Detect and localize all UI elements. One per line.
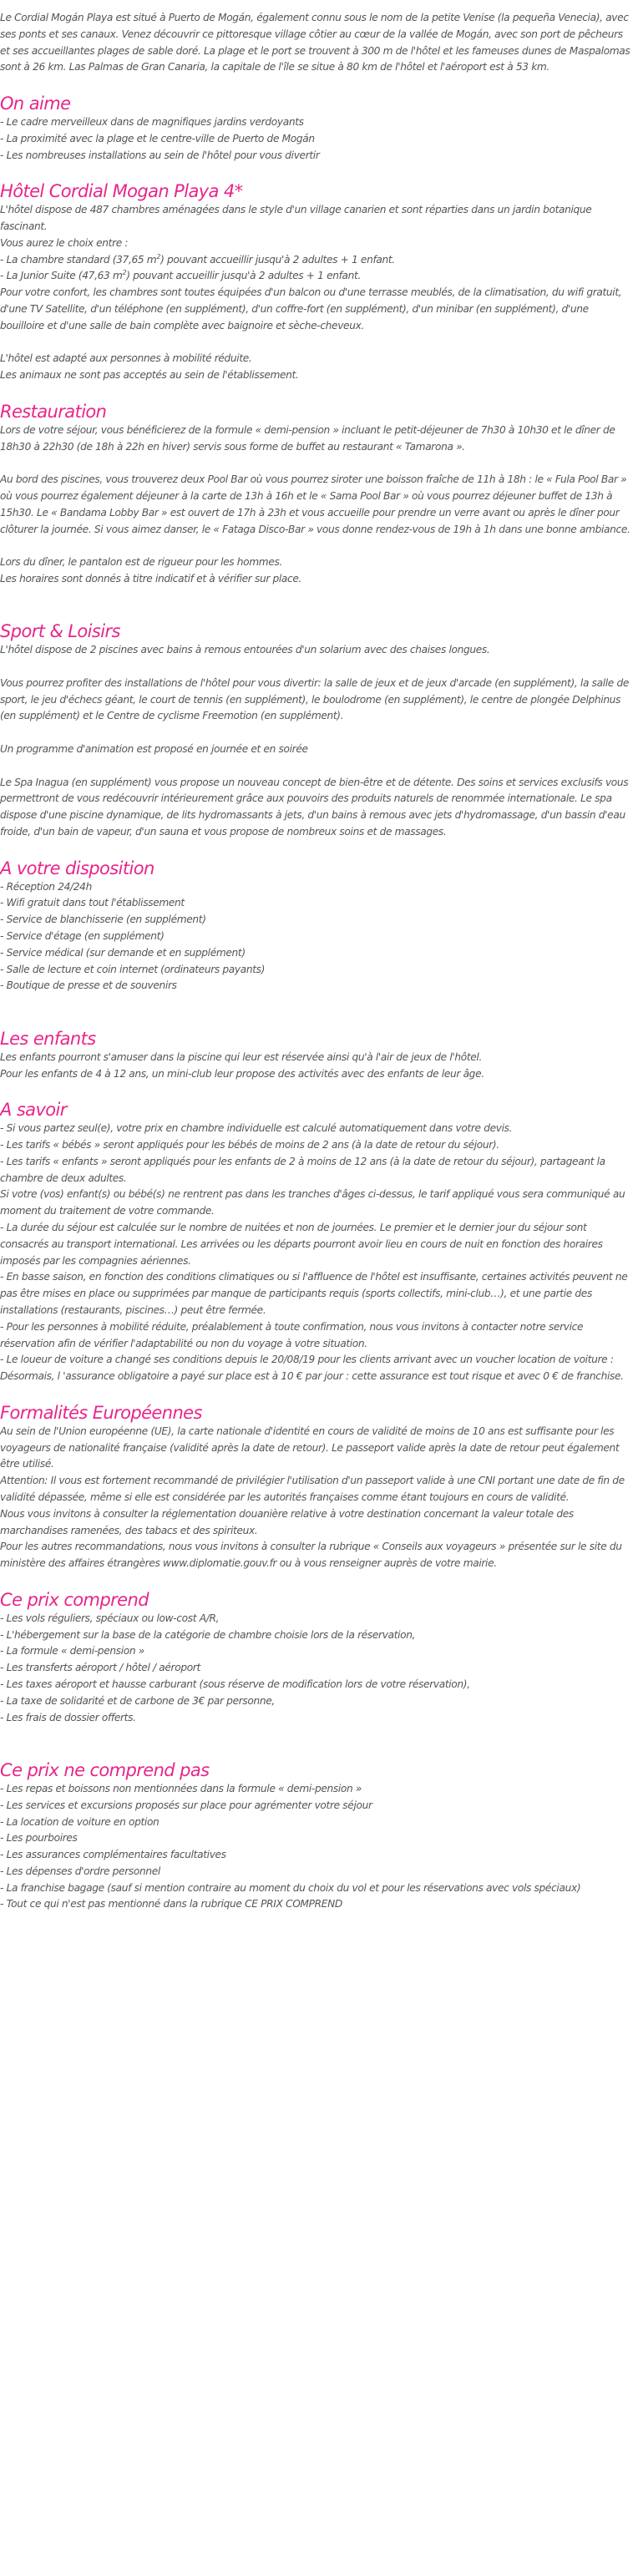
list-item: - La durée du séjour est calculée sur le nombre de nuitées et non de journées. Le premier et le dernier jour du séjour sont consacrés au transport international. Les arrivées ou les départs pourront avoir lieu en cours de nuit en fonction des horaires imposés par les compagnies aériennes. — [0, 1222, 603, 1267]
on-aime-list — [0, 114, 633, 164]
restauration-paragraph: Lors de votre séjour, vous bénéficierez de la formule « demi-pension » incluant le petit-déjeuner de 7h30 à 10h30 et le dîner de 18h30 à 22h30 (de 18h à 22h en hiver) servis sous forme de buffet au restaurant « Tamarona ». — [0, 423, 615, 453]
list-item: - Les tarifs « enfants » seront appliqués pour les enfants de 2 à moins de 12 ans (à la date de retour du séjour), partageant la chambre de deux adultes. — [0, 1155, 605, 1184]
section-sport — [0, 620, 633, 841]
sport-paragraph: Un programme d'animation est proposé en journée et en soirée — [0, 743, 308, 756]
list-item: - Boutique de presse et de souvenirs — [0, 979, 177, 992]
restauration-paragraph: Au bord des piscines, vous trouverez deux Pool Bar où vous pourrez siroter une boisson fraîche de 11h à 18h : le « Fula Pool Bar » où vous pourrez également déjeuner à la carte de 13h à 16h et le « Sama Pool Bar » où vous pourrez déjeuner buffet de 13h à 15h30. Le « Bandama Lobby Bar » est ouvert de 17h à 23h et vous accueille pour prendre un verre avant ou après le dîner pour clôturer la journée. Si vous aimez danser, le « Fataga Disco-Bar » vous donne rendez-vous de 19h à 1h dans une bonne ambiance. — [0, 473, 630, 535]
list-item: - Les services et excursions proposés sur place pour agrémenter votre séjour — [0, 1799, 372, 1811]
list-item: - Tout ce qui n'est pas mentionné dans la rubrique CE PRIX COMPREND — [0, 1898, 342, 1910]
section-title-restauration: Restauration — [0, 401, 107, 422]
hotel-paragraph: Pour votre confort, les chambres sont toutes équipées d'un balcon ou d'une terrasse meublés, de la climatisation, du wifi gratuit, d'une TV Satellite, d'un téléphone (en supplément), d'un coffre-fort (en supplément), d'un minibar (en supplément), d'une bouilloire et d'une salle de bain complète avec baignoire et sèche-cheveux. — [0, 286, 622, 331]
list-item: - En basse saison, en fonction des conditions climatiques ou si l'affluence de l'hôtel est insuffisante, certaines activités peuvent ne pas être mises en place ou supprimées par manque de participants requis (sports collectifs, mini-club…), et une partie des installations (restaurants, piscines…) peut être fermée. — [0, 1271, 628, 1316]
list-item: - Les assurances complémentaires facultatives — [0, 1849, 226, 1861]
list-item: - Réception 24/24h — [0, 880, 92, 893]
list-item: - La formule « demi-pension » — [0, 1645, 144, 1657]
list-item: - La franchise bagage (sauf si mention contraire au moment du choix du vol et pour les réservations avec vols spéciaux) — [0, 1881, 581, 1894]
list-item: - Les vols réguliers, spéciaux ou low-cost A/R, — [0, 1612, 220, 1624]
list-item: - La proximité avec la plage et le centre-ville de Puerto de Mogán — [0, 132, 315, 144]
hotel-room-standard: - La chambre standard (37,65 $m^2$) pouvant accueillir jusqu'à 2 adultes + 1 enfant. — [0, 252, 395, 266]
list-item: - Les nombreuses installations au sein de l'hôtel pour vous divertir — [0, 149, 320, 161]
section-on-aime — [0, 93, 633, 164]
intro-text: Le Cordial Mogán Playa est situé à Puerto de Mogán, également connu sous le nom de la petite Venise (la pequeña Venecia), avec ses ponts et ses canaux. Venez découvrir ce pittoresque village côtier au cœur de la vallée de Mogán, avec son port de pêcheurs et ses accueillantes plages de sable doré. La plage et le port se trouvent à 300 m de l'hôtel et les fameuses dunes de Maspalomas sont à 26 km. Las Palmas de Gran Canaria, la capitale de l'île se situe à 80 km de l'hôtel et l'aéroport est à 53 km. — [0, 12, 630, 73]
list-item: - Les taxes aéroport et hausse carburant (sous réserve de modification lors de votre réservation), — [0, 1678, 470, 1690]
section-title-hotel: Hôtel Cordial Mogan Playa 4* — [0, 181, 243, 202]
list-item: - Salle de lecture et coin internet (ordinateurs payants) — [0, 963, 266, 975]
section-enfants — [0, 1028, 633, 1083]
hotel-room-junior: - La Junior Suite (47,63 $m^2$) pouvant accueillir jusqu'à 2 adultes + 1 enfant. — [0, 269, 361, 282]
enfants-paragraph: Pour les enfants de 4 à 12 ans, un mini-club leur propose des activités avec des enfants de leur âge. — [0, 1067, 484, 1080]
section-hotel — [0, 180, 633, 384]
section-savoir — [0, 1099, 633, 1385]
section-formalites — [0, 1402, 633, 1572]
list-item: - Les repas et boissons non mentionnées dans la formule « demi-pension » — [0, 1782, 362, 1794]
section-title-disposition: A votre disposition — [0, 858, 154, 878]
list-item: - L'hébergement sur la base de la catégorie de chambre choisie lors de la réservation, — [0, 1628, 416, 1641]
section-disposition — [0, 858, 633, 995]
section-ne-comprend — [0, 1759, 633, 1913]
list-item: - Les transferts aéroport / hôtel / aéroport — [0, 1662, 200, 1674]
savoir-list — [0, 1121, 633, 1385]
section-restauration — [0, 401, 633, 588]
disposition-list — [0, 879, 633, 995]
restauration-paragraph: Les horaires sont donnés à titre indicatif et à vérifier sur place. — [0, 572, 302, 585]
list-item: - Les tarifs « bébés » seront appliqués pour les bébés de moins de 2 ans (à la date de retour du séjour). — [0, 1139, 499, 1151]
list-item: - Pour les personnes à mobilité réduite, préalablement à toute confirmation, nous vous invitons à contacter notre service réservation afin de vérifier l'adaptabilité ou non du voyage à votre situation. — [0, 1320, 584, 1349]
section-title-enfants: Les enfants — [0, 1028, 96, 1049]
formalites-paragraph: Pour les autres recommandations, nous vous invitons à consulter la rubrique « Conseils aux voyageurs » présentée sur le site du ministère des affaires étrangères www.diplomatie.gouv.fr ou à vous renseigner auprès de votre mairie. — [0, 1541, 622, 1570]
section-title-on-aime: On aime — [0, 93, 71, 114]
section-title-ne-comprend: Ce prix ne comprend pas — [0, 1759, 210, 1780]
formalites-paragraph: Au sein de l'Union européenne (UE), la carte nationale d'identité en cours de validité de moins de 10 ans est suffisante pour les voyageurs de nationalité française (validité après la date de retour). Le passeport valide après la date de retour peut également être utilisé. — [0, 1425, 620, 1470]
comprend-list — [0, 1611, 633, 1727]
restauration-paragraph: Lors du dîner, le pantalon est de rigueur pour les hommes. — [0, 556, 283, 569]
hotel-paragraph: L'hôtel est adapté aux personnes à mobilité réduite. — [0, 352, 252, 365]
ne-comprend-list — [0, 1781, 633, 1913]
formalites-paragraph: Nous vous invitons à consulter la réglementation douanière relative à votre destination concernant la valeur totale des marchandises ramenées, des tabacs et des spiriteux. — [0, 1507, 574, 1536]
list-item: - Service d'étage (en supplément) — [0, 930, 165, 943]
sport-paragraph: Vous pourrez profiter des installations de l'hôtel pour vous divertir: la salle de jeux et de jeux d'arcade (en supplément), la salle de sport, le jeu d'échecs géant, le court de tennis (en supplément), le boulodrome (en supplément), le centre de plongée Delphinus (en supplément) et le Centre de cyclisme Freemotion (en supplément). — [0, 676, 630, 722]
section-comprend — [0, 1589, 633, 1727]
list-item: - Le loueur de voiture a changé ses conditions depuis le 20/08/19 pour les clients arrivant avec un voucher location de voiture : Désormais, l 'assurance obligatoire a payé sur place est à 10 € par jour : cette assurance est tout risque et avec 0 € de franchise. — [0, 1354, 624, 1383]
list-item: - Service médical (sur demande et en supplément) — [0, 946, 246, 959]
list-item: - Les frais de dossier offerts. — [0, 1711, 136, 1723]
section-title-comprend: Ce prix comprend — [0, 1589, 149, 1610]
hotel-paragraph: Les animaux ne sont pas acceptés au sein de l'établissement. — [0, 369, 299, 382]
list-item: - Wifi gratuit dans tout l'établissement — [0, 897, 185, 909]
formalites-paragraph: Attention: Il vous est fortement recommandé de privilégier l'utilisation d'un passeport valide à une CNI portant une date de fin de validité dépassée, même si elle est considérée par les autorités françaises comme étant toujours en cours de validité. — [0, 1475, 625, 1503]
hotel-paragraph: Vous aurez le choix entre : — [0, 236, 129, 249]
list-item: - La taxe de solidarité et de carbone de 3€ par personne, — [0, 1694, 275, 1707]
section-title-savoir: A savoir — [0, 1100, 67, 1121]
list-item: Si votre (vos) enfant(s) ou bébé(s) ne rentrent pas dans les tranches d'âges ci-dessus, le tarif appliqué vous sera communiqué au moment du traitement de votre commande. — [0, 1188, 625, 1217]
list-item: - Les dépenses d'ordre personnel — [0, 1865, 160, 1877]
list-item: - La location de voiture en option — [0, 1815, 160, 1828]
list-item: - Si vous partez seul(e), votre prix en chambre individuelle est calculé automatiquement dans votre devis. — [0, 1122, 513, 1135]
section-title-formalites: Formalités Européennes — [0, 1402, 202, 1423]
list-item: - Le cadre merveilleux dans de magnifiques jardins verdoyants — [0, 115, 304, 128]
hotel-paragraph: L'hôtel dispose de 487 chambres aménagées dans le style d'un village canarien et sont réparties dans un jardin botanique fascinant. — [0, 204, 592, 232]
enfants-paragraph: Les enfants pourront s'amuser dans la piscine qui leur est réservée ainsi qu'à l'air de jeux de l'hôtel. — [0, 1050, 482, 1063]
section-title-sport: Sport & Loisirs — [0, 621, 120, 642]
sport-paragraph: Le Spa Inagua (en supplément) vous propose un nouveau concept de bien-être et de détente. Des soins et services exclusifs vous permettront de vous redécouvrir intérieurement grâce aux pouvoirs des produits naturels de renommée internationale. Le spa dispose d'une piscine dynamique, de lits hydromassants à jets, d'un bains à remous avec jets d'hydromassage, d'un bassin d'eau froide, d'un bain de vapeur, d'un sauna et vous propose de nombreux soins et de massages. — [0, 776, 629, 838]
list-item: - Service de blanchisserie (en supplément) — [0, 913, 206, 926]
list-item: - Les pourboires — [0, 1832, 78, 1845]
sport-paragraph: L'hôtel dispose de 2 piscines avec bains à remous entourées d'un solarium avec des chaises longues. — [0, 644, 490, 656]
